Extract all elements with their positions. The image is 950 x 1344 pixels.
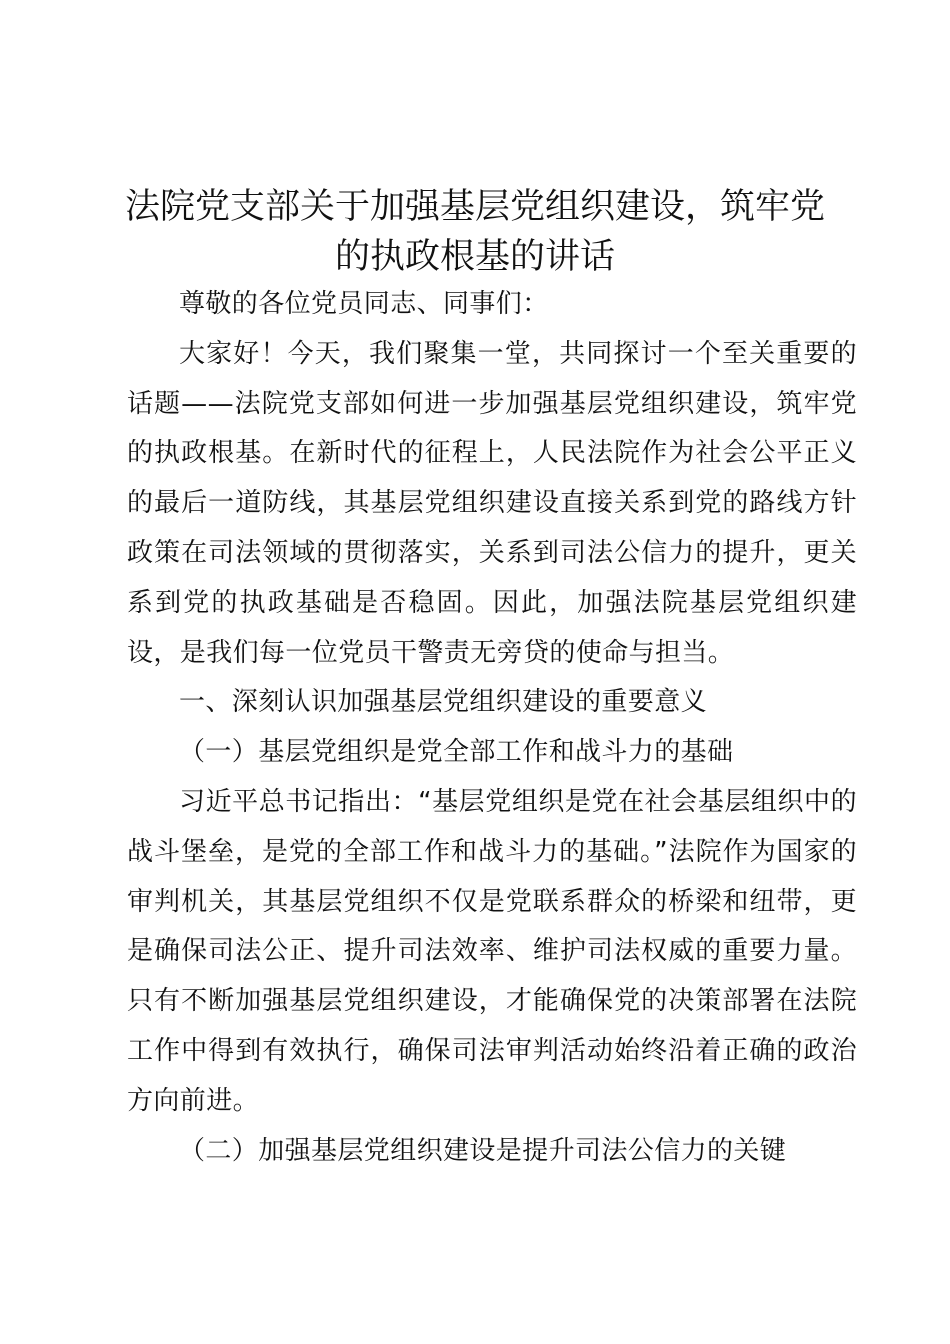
section-heading-1: 一、深刻认识加强基层党组织建设的重要意义 bbox=[179, 687, 708, 718]
body-paragraph: 习近平总书记指出：“基层党组织是党在社会基层组织中的战斗堡垒，是党的全部工作和战斗力的基础。”法院作为国家的审判机关，其基层党组织不仅是党联系群众的桥梁和纽带，更是确保司法公正、提升司法效率、维护司法权威的重要力量。只有不断加强基层党组织建设，才能确保党的决策部署在法院工作中得到有效执行，确保司法审判活动始终沿着正确的政治方向前进。 bbox=[127, 786, 857, 1116]
subsection-heading-1: （一）基层党组织是党全部工作和战斗力的基础 bbox=[179, 737, 734, 768]
document-body bbox=[127, 280, 857, 1176]
opening-paragraph: 大家好！今天，我们聚集一堂，共同探讨一个至关重要的话题——法院党支部如何进一步加强基层党组织建设，筑牢党的执政根基。在新时代的征程上，人民法院作为社会公平正义的最后一道防线，其基层党组织建设直接关系到党的路线方针政策在司法领域的贯彻落实，关系到司法公信力的提升，更关系到党的执政基础是否稳固。因此，加强法院基层党组织建设，是我们每一位党员干警责无旁贷的使命与担当。 bbox=[127, 338, 857, 668]
salutation-paragraph: 尊敬的各位党员同志、同事们： bbox=[179, 289, 549, 319]
document-title: 法院党支部关于加强基层党组织建设，筑牢党的执政根基的讲话 bbox=[124, 187, 825, 277]
subsection-heading-2: （二）加强基层党组织建设是提升司法公信力的关键 bbox=[179, 1135, 787, 1166]
